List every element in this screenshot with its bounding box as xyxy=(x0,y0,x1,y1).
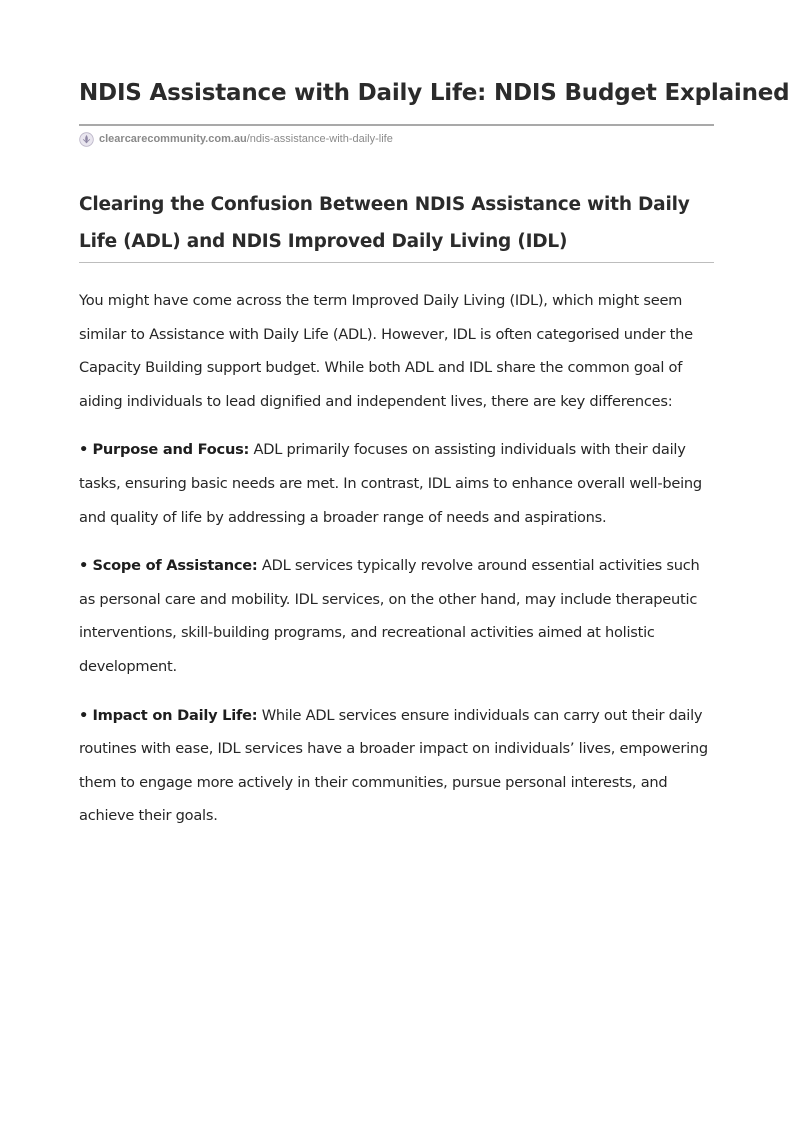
page-title: NDIS Assistance with Daily Life: NDIS Budget Explained xyxy=(79,80,790,106)
source-path: /ndis-assistance-with-daily-life xyxy=(246,133,393,145)
intro-paragraph: You might have come across the term Improved Daily Living (IDL), which might seem similar to Assistance with Daily Life (ADL). However, IDL is often categorised under the Capacity Building support budget. While both ADL and IDL share the common goal of aiding individuals to lead dignified and independent lives, there are key differences: xyxy=(79,292,693,410)
source-domain: clearcarecommunity.com.au xyxy=(99,133,247,145)
point-label: Purpose and Focus: xyxy=(92,441,250,459)
point-label: Impact on Daily Life: xyxy=(92,706,258,724)
point-label: Scope of Assistance: xyxy=(92,557,258,575)
point-text: ADL services typically revolve around essential activities such as personal care and mobility. IDL services, on the other hand, may include therapeutic interventions, skill-building programs, and recreational activities aimed at holistic development. xyxy=(79,557,700,675)
site-logo-icon xyxy=(79,132,94,147)
source-link[interactable] xyxy=(79,131,393,147)
list-item xyxy=(79,433,714,534)
list-bullet: • xyxy=(79,441,89,459)
point-text: ADL primarily focuses on assisting individuals with their daily tasks, ensuring basic needs are met. In contrast, IDL aims to enhance overall well-being and quality of life by addressing a broader range of needs and aspirations. xyxy=(79,441,702,526)
list-item xyxy=(79,549,714,683)
section-heading: Clearing the Confusion Between NDIS Assistance with Daily Life (ADL) and NDIS Improved Daily Living (IDL) xyxy=(79,194,690,252)
list-bullet: • xyxy=(79,706,89,724)
title-divider xyxy=(79,124,714,126)
list-bullet: • xyxy=(79,557,89,575)
heading-divider xyxy=(79,262,714,263)
list-item xyxy=(79,699,714,833)
article-body xyxy=(79,284,714,848)
point-text: While ADL services ensure individuals can carry out their daily routines with ease, IDL services have a broader impact on individuals’ lives, empowering them to engage more actively in their communities, pursue personal interests, and achieve their goals. xyxy=(79,706,708,825)
